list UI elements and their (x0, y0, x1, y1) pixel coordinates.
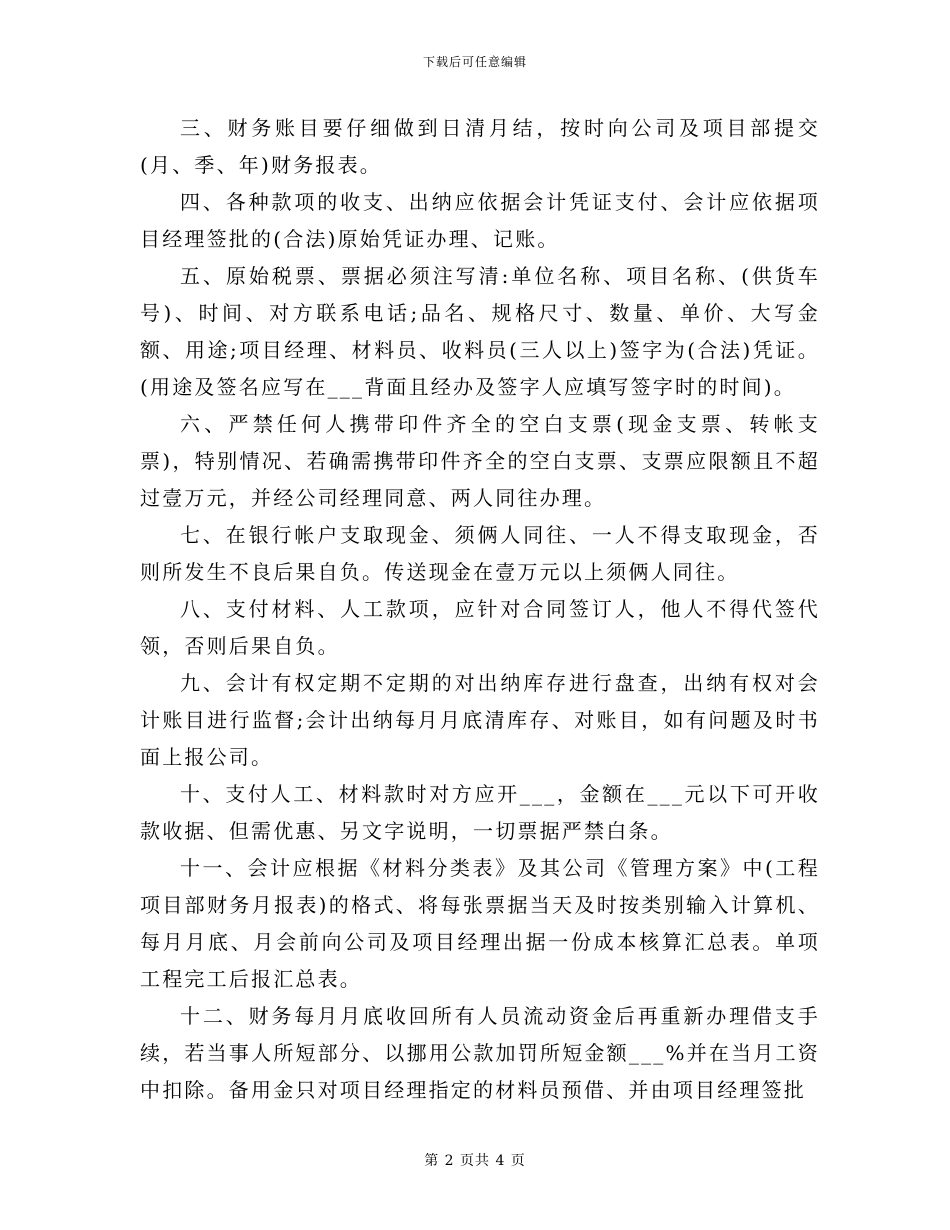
paragraph-item-12: 十二、财务每月月底收回所有人员流动资金后再重新办理借支手续，若当事人所短部分、以挪用公款加罚所短金额___%并在当月工资中扣除。备用金只对项目经理指定的材料员预借、并由项目经理签批 (140, 1004, 820, 1102)
paragraph-item-11: 十一、会计应根据《材料分类表》及其公司《管理方案》中(工程项目部财务月报表)的格式、将每张票据当天及时按类别输入计算机、每月月底、月会前向公司及项目经理出据一份成本核算汇总表。单项工程完工后报汇总表。 (140, 856, 820, 991)
paragraph-item-7: 七、在银行帐户支取现金、须俩人同往、一人不得支取现金，否则所发生不良后果自负。传送现金在壹万元以上须俩人同往。 (140, 523, 820, 584)
paragraph-item-3: 三、财务账目要仔细做到日清月结，按时向公司及项目部提交(月、季、年)财务报表。 (140, 116, 820, 177)
page-header: 下载后可任意编辑 (422, 55, 527, 69)
paragraph-item-6: 六、严禁任何人携带印件齐全的空白支票(现金支票、转帐支票)，特别情况、若确需携带印件齐全的空白支票、支票应限额且不超过壹万元，并经公司经理同意、两人同往办理。 (140, 412, 820, 510)
document-body (140, 110, 820, 1109)
paragraph-item-10: 十、支付人工、材料款时对方应开___，金额在___元以下可开收款收据、但需优惠、另文字说明，一切票据严禁白条。 (140, 782, 820, 843)
page-number-footer: 第 2 页共 4 页 (424, 1153, 526, 1169)
paragraph-item-9: 九、会计有权定期不定期的对出纳库存进行盘查，出纳有权对会计账目进行监督;会计出纳每月月底清库存、对账目，如有问题及时书面上报公司。 (140, 671, 820, 769)
paragraph-item-4: 四、各种款项的收支、出纳应依据会计凭证支付、会计应依据项目经理签批的(合法)原始凭证办理、记账。 (140, 190, 820, 251)
paragraph-item-5: 五、原始税票、票据必须注写清:单位名称、项目名称、(供货车号)、时间、对方联系电话;品名、规格尺寸、数量、单价、大写金额、用途;项目经理、材料员、收料员(三人以上)签字为(合法)凭证。(用途及签名应写在___背面且经办及签字人应填写签字时的时间)。 (140, 264, 820, 399)
paragraph-item-8: 八、支付材料、人工款项，应针对合同签订人，他人不得代签代领，否则后果自负。 (140, 597, 820, 658)
